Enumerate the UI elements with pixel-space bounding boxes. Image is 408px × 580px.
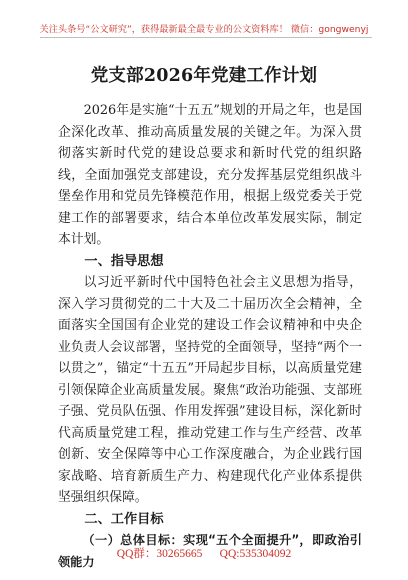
intro-paragraph: 2026年是实施“十五五”规划的开局之年，也是国企深化改革、推动高质量发展的关键之年。为深入贯彻落实新时代党的建设总要求和新时代党的组织路线，全面加强党支部建设，充分发挥基层党组织战斗堡垒作用和党员先锋模范作用，根据上级党委关于党建工作的部署要求，结合本单位改革发展实际，制定本计划。 (58, 103, 362, 247)
document-body (58, 100, 362, 573)
header-banner: 关注头条号“公文研究”，获得最新最全最专业的公文资料库！ 微信：gongwenyj (39, 24, 369, 35)
overall-goal-paragraph: （一）总体目标：实现“五个全面提升”，即政治引领能力 (58, 533, 362, 569)
footer-contact: QQ群：30265665 QQ:535304092 (116, 548, 292, 560)
guiding-ideology-paragraph: 以习近平新时代中国特色社会主义思想为指导，深入学习贯彻党的二十大及二十届历次全会精神，全面落实全国国有企业党的建设工作会议精神和中央企业负责人会议部署，坚持党的全面领导，坚持“两个一以贯之”，锚定“十五五”开局起步目标，以高质量党建引领保障企业高质量发展。聚焦“政治功能强、支部班子强、党员队伍强、作用发挥强”建设目标，深化新时代高质量党建工程，推动党建工作与生产经营、改革创新、安全保障等中心工作深度融合，为企业践行国家战略、培育新质生产力、构建现代化产业体系提供坚强组织保障。 (58, 275, 362, 505)
section-heading-work-goals: 二、工作目标 (84, 511, 164, 527)
section-heading-guiding-ideology: 一、指导思想 (84, 253, 164, 269)
document-title: 党支部2026年党建工作计划 (90, 66, 318, 86)
header-divider (40, 37, 372, 38)
